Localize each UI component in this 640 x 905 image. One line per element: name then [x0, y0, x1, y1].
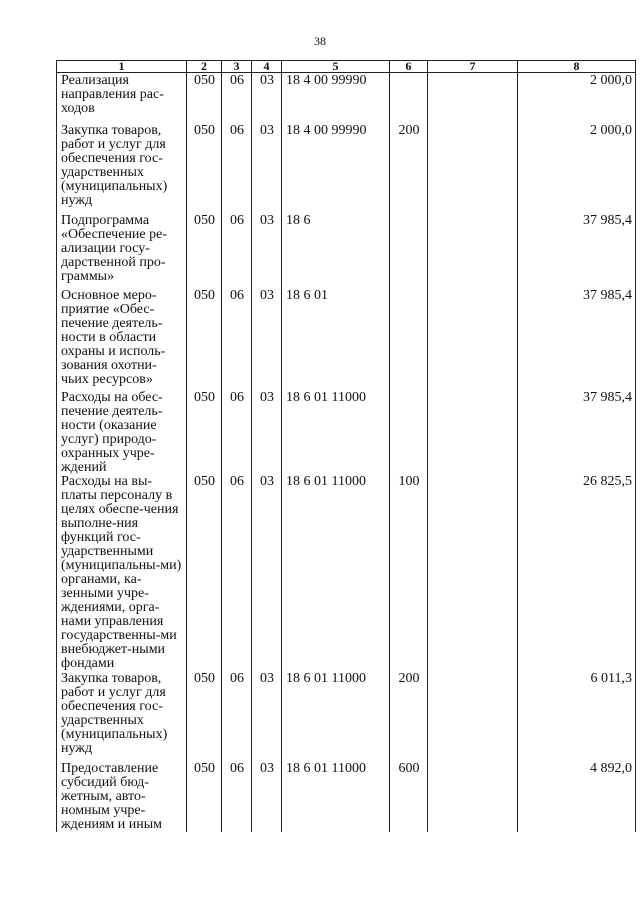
- table-row: [57, 289, 636, 391]
- column-header: 5: [282, 61, 390, 73]
- column-header: 2: [187, 61, 222, 73]
- cell-col5: 18 4 00 99990: [282, 73, 390, 125]
- cell-col6: 100: [390, 475, 428, 672]
- cell-col2: 050: [187, 214, 222, 289]
- column-header: 4: [252, 61, 282, 73]
- column-header: 7: [428, 61, 518, 73]
- cell-col3: 06: [222, 762, 252, 832]
- cell-col7: [428, 475, 518, 672]
- cell-col5: 18 6 01 11000: [282, 762, 390, 832]
- cell-col2: 050: [187, 391, 222, 475]
- cell-col4: 03: [252, 289, 282, 391]
- cell-amount: 37 985,4: [518, 289, 636, 391]
- cell-amount: 37 985,4: [518, 391, 636, 475]
- table-header-row: [57, 61, 636, 73]
- cell-col7: [428, 391, 518, 475]
- cell-col5: 18 6 01: [282, 289, 390, 391]
- cell-col2: 050: [187, 73, 222, 125]
- cell-col6: [390, 214, 428, 289]
- cell-col3: 06: [222, 214, 252, 289]
- cell-col2: 050: [187, 672, 222, 762]
- table-row: [57, 124, 636, 214]
- cell-col4: 03: [252, 73, 282, 125]
- cell-amount: 26 825,5: [518, 475, 636, 672]
- cell-col7: [428, 762, 518, 832]
- table-row: [57, 391, 636, 475]
- cell-col4: 03: [252, 391, 282, 475]
- cell-col7: [428, 289, 518, 391]
- cell-amount: 37 985,4: [518, 214, 636, 289]
- cell-col3: 06: [222, 475, 252, 672]
- page-number: 38: [314, 34, 326, 48]
- cell-col2: 050: [187, 475, 222, 672]
- cell-amount: 6 011,3: [518, 672, 636, 762]
- cell-amount: 2 000,0: [518, 124, 636, 214]
- cell-col3: 06: [222, 124, 252, 214]
- cell-amount: 2 000,0: [518, 73, 636, 125]
- cell-col6: 200: [390, 124, 428, 214]
- cell-amount: 4 892,0: [518, 762, 636, 832]
- table-row: [57, 762, 636, 832]
- cell-col6: 200: [390, 672, 428, 762]
- cell-col4: 03: [252, 124, 282, 214]
- cell-col3: 06: [222, 391, 252, 475]
- cell-col5: 18 4 00 99990: [282, 124, 390, 214]
- cell-col4: 03: [252, 672, 282, 762]
- cell-col5: 18 6: [282, 214, 390, 289]
- row-name: Основное меро-приятие «Обес-печение деятель-ности в области охраны и исполь-зования охотни-чьих ресурсов»: [57, 289, 187, 391]
- cell-col3: 06: [222, 672, 252, 762]
- cell-col2: 050: [187, 289, 222, 391]
- row-name: Расходы на обес-печение деятель-ности (оказание услуг) природо-охранных учре-ждений: [57, 391, 187, 475]
- cell-col7: [428, 73, 518, 125]
- table-row: [57, 475, 636, 672]
- cell-col4: 03: [252, 214, 282, 289]
- cell-col6: [390, 73, 428, 125]
- cell-col3: 06: [222, 73, 252, 125]
- cell-col6: 600: [390, 762, 428, 832]
- cell-col6: [390, 391, 428, 475]
- row-name: Предоставление субсидий бюд-жетным, авто-номным учре-ждениям и иным: [57, 762, 187, 832]
- cell-col7: [428, 124, 518, 214]
- row-name: Закупка товаров, работ и услуг для обеспечения гос-ударственных (муниципальных) нужд: [57, 124, 187, 214]
- row-name: Подпрограмма «Обеспечение ре-ализации госу-дарственной про-граммы»: [57, 214, 187, 289]
- cell-col5: 18 6 01 11000: [282, 475, 390, 672]
- row-name: Закупка товаров, работ и услуг для обеспечения гос-ударственных (муниципальных) нужд: [57, 672, 187, 762]
- cell-col4: 03: [252, 475, 282, 672]
- cell-col2: 050: [187, 124, 222, 214]
- cell-col7: [428, 672, 518, 762]
- cell-col4: 03: [252, 762, 282, 832]
- column-header: 8: [518, 61, 636, 73]
- budget-table: [56, 60, 636, 832]
- cell-col5: 18 6 01 11000: [282, 391, 390, 475]
- column-header: 3: [222, 61, 252, 73]
- cell-col3: 06: [222, 289, 252, 391]
- table-row: [57, 214, 636, 289]
- cell-col2: 050: [187, 762, 222, 832]
- row-name: Расходы на вы-платы персоналу в целях обеспе-чения выполне-ния функций гос-ударственными (муниципальны-ми) органами, ка-зенными учре-ждениями, орга-нами управления государственны-ми внебюджет-ными фондами: [57, 475, 187, 672]
- column-header: 1: [57, 61, 187, 73]
- row-name: Реализация направления рас-ходов: [57, 73, 187, 125]
- column-header: 6: [390, 61, 428, 73]
- cell-col5: 18 6 01 11000: [282, 672, 390, 762]
- cell-col6: [390, 289, 428, 391]
- table-row: [57, 73, 636, 125]
- table-row: [57, 672, 636, 762]
- cell-col7: [428, 214, 518, 289]
